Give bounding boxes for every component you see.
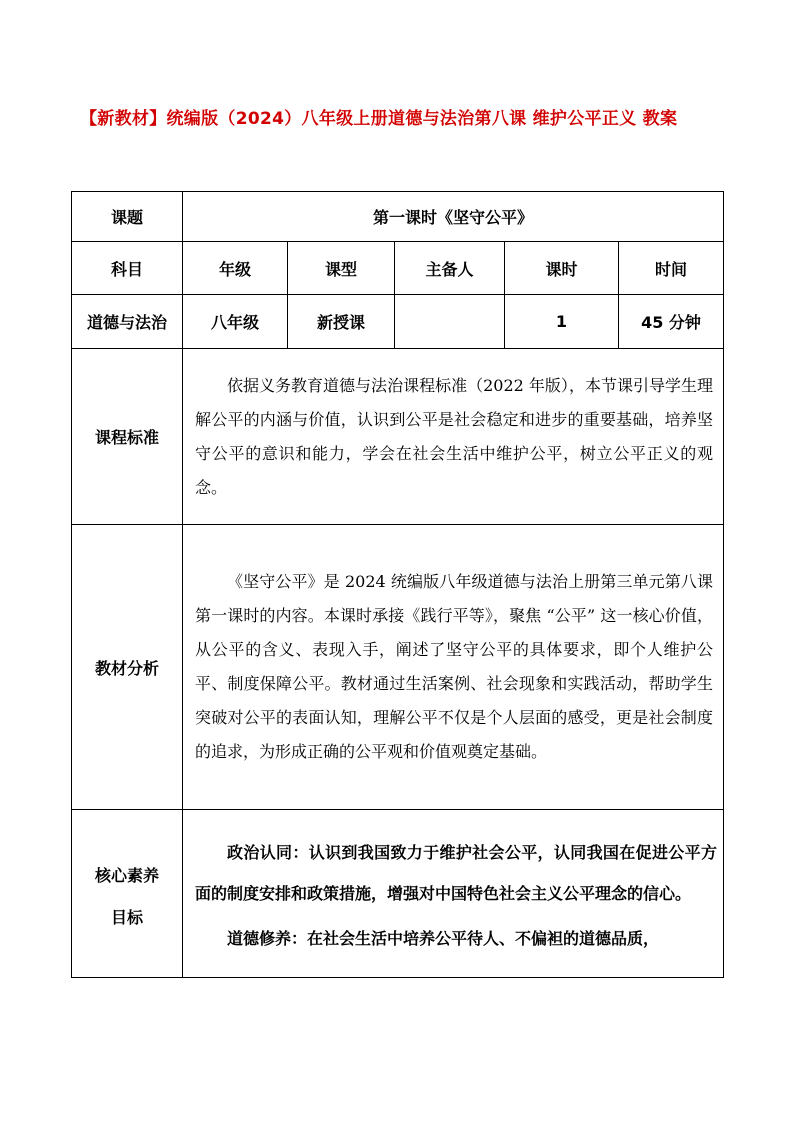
preparer-header: 主备人 bbox=[395, 242, 505, 295]
time-value: 45 分钟 bbox=[619, 295, 724, 349]
document-title: 【新教材】统编版（2024）八年级上册道德与法治第八课 维护公平正义 教案 bbox=[80, 109, 678, 129]
lesson-label: 课题 bbox=[72, 192, 183, 242]
header-row bbox=[72, 242, 724, 295]
preparer-value bbox=[395, 295, 505, 349]
time-header: 时间 bbox=[619, 242, 724, 295]
standard-label: 课程标准 bbox=[72, 349, 183, 525]
type-header: 课型 bbox=[288, 242, 395, 295]
lesson-plan-table bbox=[71, 191, 724, 978]
lesson-row bbox=[72, 192, 724, 242]
hours-value: 1 bbox=[505, 295, 619, 349]
analysis-label: 教材分析 bbox=[72, 525, 183, 810]
goal-political: 政治认同：认识到我国致力于维护社会公平，认同我国在促进公平方面的制度安排和政策措施，增强对中国特色社会主义公平理念的信心。 bbox=[195, 843, 717, 903]
type-value: 新授课 bbox=[288, 295, 395, 349]
goal-moral: 道德修养：在社会生活中培养公平待人、不偏袒的道德品质， bbox=[227, 929, 660, 948]
grade-value: 八年级 bbox=[183, 295, 288, 349]
values-row bbox=[72, 295, 724, 349]
analysis-row bbox=[72, 525, 724, 810]
standard-row bbox=[72, 349, 724, 525]
grade-header: 年级 bbox=[183, 242, 288, 295]
goals-label-line1: 核心素养 bbox=[94, 865, 159, 885]
standard-text: 依据义务教育道德与法治课程标准（2022 年版），本节课引导学生理解公平的内涵与价值，认识到公平是社会稳定和进步的重要基础，培养坚守公平的意识和能力，学会在社会生活中维护公平，树立公平正义的观念。 bbox=[195, 375, 713, 497]
goals-label-line2: 目标 bbox=[110, 907, 143, 927]
subject-value: 道德与法治 bbox=[72, 295, 183, 349]
hours-header: 课时 bbox=[505, 242, 619, 295]
lesson-value: 第一课时《坚守公平》 bbox=[183, 192, 724, 242]
goals-label bbox=[72, 810, 183, 978]
goals-row bbox=[72, 810, 724, 978]
subject-header: 科目 bbox=[72, 242, 183, 295]
analysis-text: 《坚守公平》是 2024 统编版八年级道德与法治上册第三单元第八课第一课时的内容。本课时承接《践行平等》，聚焦 “公平” 这一核心价值，从公平的含义、表现入手，阐述了坚守公平的具体要求，即个人维护公平、制度保障公平。教材通过生活案例、社会现象和实践活动，帮助学生突破对公平的表面认知，理解公平不仅是个人层面的感受，更是社会制度的追求，为形成正确的公平观和价值观奠定基础。 bbox=[195, 572, 713, 761]
